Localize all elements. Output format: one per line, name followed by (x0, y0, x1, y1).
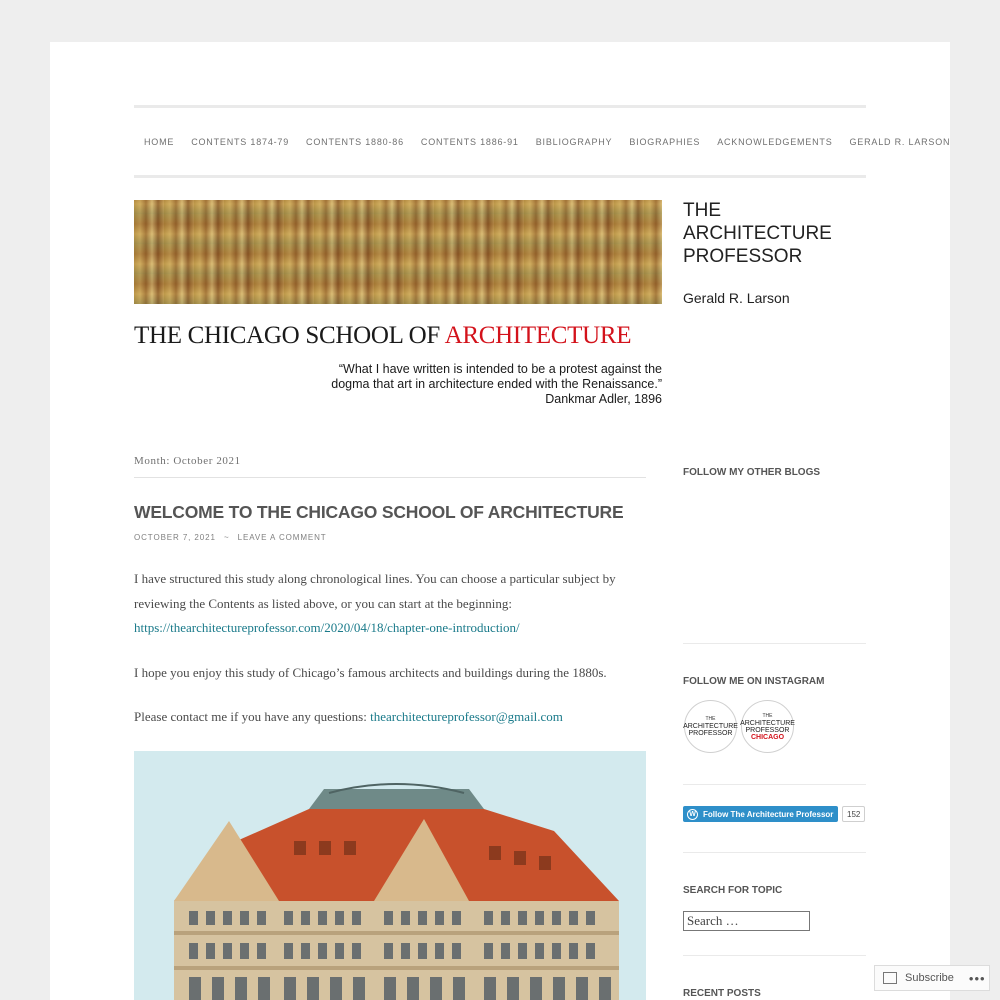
insta1-small: THE (705, 716, 716, 722)
ornamental-band-image (134, 200, 662, 304)
nav-acknowledgements[interactable]: ACKNOWLEDGEMENTS (717, 136, 833, 147)
site-title-line-1: THE (683, 200, 721, 221)
insta1-line-2: PROFESSOR (688, 730, 733, 737)
post-title[interactable]: WELCOME TO THE CHICAGO SCHOOL OF ARCHITECTURE (134, 502, 624, 522)
recent-posts-title: RECENT POSTS (683, 988, 761, 999)
insta2-small: THE (762, 712, 773, 719)
site-branding[interactable] (683, 199, 832, 306)
reader-icon (883, 972, 897, 984)
main-navigation (134, 105, 951, 178)
follow-blogs-title: FOLLOW MY OTHER BLOGS (683, 467, 821, 478)
insta2-line-2: PROFESSOR (745, 726, 790, 734)
insta2-line-1: ARCHITECTURE (740, 719, 795, 727)
subscribe-button[interactable]: Subscribe (905, 972, 954, 984)
nav-bibliography[interactable]: BIBLIOGRAPHY (535, 136, 613, 147)
chapter-one-link[interactable]: https://thearchitectureprofessor.com/2020/04/18/chapter-one-introduction/ (134, 620, 520, 635)
insta2-red-line: CHICAGO (750, 733, 785, 741)
paragraph-3-text: Please contact me if you have any questions: (134, 709, 371, 724)
building-illustration (134, 751, 646, 1000)
instagram-thumbnail-1[interactable] (684, 700, 737, 753)
banner-quote (134, 362, 662, 407)
paragraph-1 (134, 567, 654, 641)
nav-home[interactable]: HOME (144, 136, 175, 147)
paragraph-2: I hope you enjoy this study of Chicago’s famous architects and buildings during the 1880s. (134, 664, 607, 680)
quote-author: Dankmar Adler, 1896 (545, 392, 662, 406)
post-content (134, 567, 654, 750)
more-options-icon[interactable]: ••• (968, 970, 986, 986)
leave-comment-link[interactable]: LEAVE A COMMENT (237, 533, 327, 542)
header-banner[interactable] (134, 200, 662, 418)
meta-separator: ~ (223, 533, 230, 542)
nav-biographies[interactable]: BIOGRAPHIES (629, 136, 701, 147)
site-title (683, 199, 832, 268)
paragraph-1-text: I have structured this study along chronological lines. You can choose a particular subject by reviewing the Contents as listed above, or you can start at the beginning: (134, 571, 616, 611)
follow-blog-button[interactable] (683, 806, 838, 822)
nav-contents-1874-79[interactable]: CONTENTS 1874-79 (191, 136, 290, 147)
archive-month-heading: Month: October 2021 (134, 455, 646, 478)
sidebar-divider-1 (683, 643, 866, 644)
insta1-line-1: ARCHITECTURE (683, 723, 738, 730)
sidebar-divider-4 (683, 955, 866, 956)
follow-button-label: Follow The Architecture Professor (703, 809, 834, 819)
banner-title (134, 322, 662, 350)
sidebar-divider-2 (683, 784, 866, 785)
page-container (50, 42, 950, 1000)
nav-contents-1880-86[interactable]: CONTENTS 1880-86 (306, 136, 404, 147)
wordpress-icon: W (687, 809, 698, 820)
nav-gerald-r-larson[interactable]: GERALD R. LARSON (849, 136, 951, 147)
banner-title-red: ARCHITECTURE (444, 322, 632, 349)
site-title-line-2: ARCHITECTURE (683, 223, 832, 244)
sidebar-divider-3 (683, 852, 866, 853)
site-title-line-3: PROFESSOR (683, 246, 803, 267)
post-meta (134, 533, 332, 542)
search-input[interactable]: Search … (683, 911, 810, 931)
nav-contents-1886-91[interactable]: CONTENTS 1886-91 (420, 136, 519, 147)
site-author: Gerald R. Larson (683, 290, 790, 306)
paragraph-3 (134, 705, 654, 730)
search-topic-title: SEARCH FOR TOPIC (683, 885, 783, 896)
quote-line-2: dogma that art in architecture ended with the Renaissance.” (331, 377, 662, 391)
post-date[interactable]: OCTOBER 7, 2021 (134, 533, 216, 542)
building-postcard-image (134, 751, 646, 1000)
follow-instagram-title: FOLLOW ME ON INSTAGRAM (683, 676, 825, 687)
subscribe-bar (874, 965, 990, 991)
banner-title-prefix: THE CHICAGO SCHOOL OF (134, 322, 445, 349)
email-link[interactable]: thearchitectureprofessor@gmail.com (370, 709, 563, 724)
follower-count: 152 (842, 806, 865, 822)
instagram-thumbnail-2[interactable] (741, 700, 794, 753)
quote-line-1: “What I have written is intended to be a protest against the (338, 362, 662, 376)
